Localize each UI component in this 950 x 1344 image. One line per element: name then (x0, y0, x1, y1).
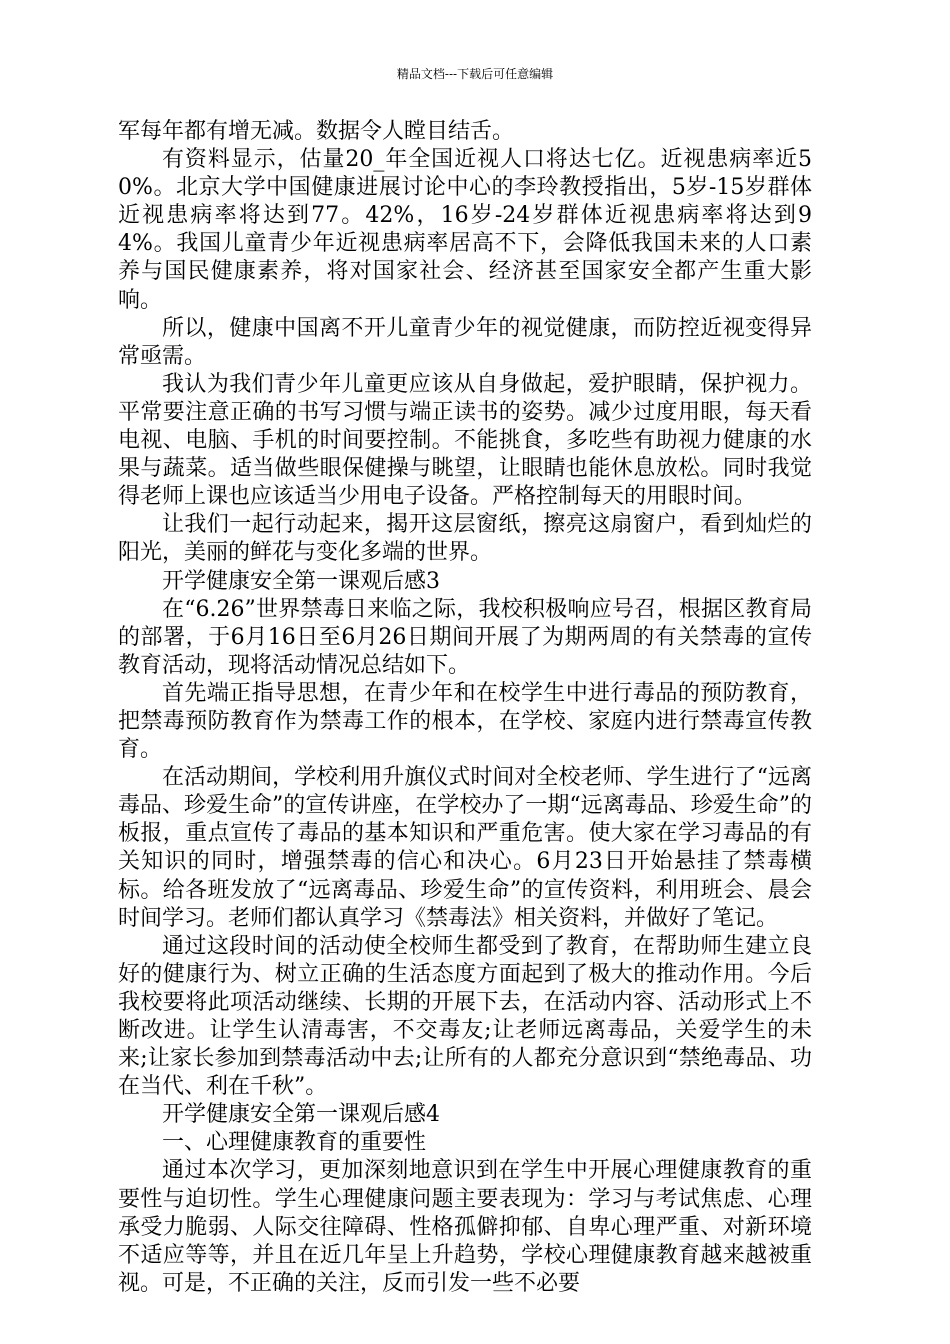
paragraph: 有资料显示，估量20_年全国近视人口将达七亿。近视患病率近50%。北京大学中国健康进展讨论中心的李玲教授指出，5岁-15岁群体近视患病率将达到77。42%，16岁-24岁群体近视患病率将达到94%。我国儿童青少年近视患病率居高不下，会降低我国未来的人口素养与国民健康素养，将对国家社会、经济甚至国家安全都产生重大影响。 (118, 147, 812, 313)
document-body (118, 118, 812, 1298)
section-heading: 开学健康安全第一课观后感3 (162, 568, 440, 594)
paragraph: 通过这段时间的活动使全校师生都受到了教育，在帮助师生建立良好的健康行为、树立正确的生活态度方面起到了极大的推动作用。今后我校要将此项活动继续、长期的开展下去，在活动内容、活动形式上不断改进。让学生认清毒害，不交毒友;让老师远离毒品，关爱学生的未来;让家长参加到禁毒活动中去;让所有的人都充分意识到“禁绝毒品、功在当代、利在千秋”。 (118, 933, 812, 1100)
paragraph: 通过本次学习，更加深刻地意识到在学生中开展心理健康教育的重要性与迫切性。学生心理健康问题主要表现为：学习与考试焦虑、心理承受力脆弱、人际交往障碍、性格孤僻抑郁、自卑心理严重、对新环境不适应等等，并且在近几年呈上升趋势，学校心理健康教育越来越被重视。可是，不正确的关注，反而引发一些不必要 (118, 1158, 812, 1296)
paragraph: 在活动期间，学校利用升旗仪式时间对全校老师、学生进行了“远离毒品、珍爱生命”的宣传讲座，在学校办了一期“远离毒品、珍爱生命”的板报，重点宣传了毒品的基本知识和严重危害。使大家在学习毒品的有关知识的同时，增强禁毒的信心和决心。6月23日开始悬挂了禁毒横标。给各班发放了“远离毒品、珍爱生命”的宣传资料，利用班会、晨会时间学习。老师们都认真学习《禁毒法》相关资料，并做好了笔记。 (118, 765, 812, 931)
page-header: 精品文档---下载后可任意编辑 (396, 67, 554, 81)
paragraph: 我认为我们青少年儿童更应该从自身做起，爱护眼睛，保护视力。平常要注意正确的书写习惯与端正读书的姿势。减少过度用眼，每天看电视、电脑、手机的时间要控制。不能挑食，多吃些有助视力健康的水果与蔬菜。适当做些眼保健操与眺望，让眼睛也能休息放松。同时我觉得老师上课也应该适当少用电子设备。严格控制每天的用眼时间。 (118, 371, 812, 510)
paragraph: 所以，健康中国离不开儿童青少年的视觉健康，而防控近视变得异常亟需。 (118, 315, 812, 369)
paragraph: 让我们一起行动起来，揭开这层窗纸，擦亮这扇窗户，看到灿烂的阳光，美丽的鲜花与变化多端的世界。 (118, 512, 812, 566)
paragraph: 在“6.26”世界禁毒日来临之际，我校积极响应号召，根据区教育局的部署，于6月16日至6月26日期间开展了为期两周的有关禁毒的宣传教育活动，现将活动情况总结如下。 (118, 596, 812, 678)
subsection-heading: 一、心理健康教育的重要性 (162, 1130, 427, 1156)
paragraph: 首先端正指导思想，在青少年和在校学生中进行毒品的预防教育，把禁毒预防教育作为禁毒工作的根本，在学校、家庭内进行禁毒宣传教育。 (118, 680, 812, 763)
paragraph: 军每年都有增无减。数据令人瞠目结舌。 (118, 119, 515, 144)
section-heading: 开学健康安全第一课观后感4 (162, 1102, 440, 1128)
